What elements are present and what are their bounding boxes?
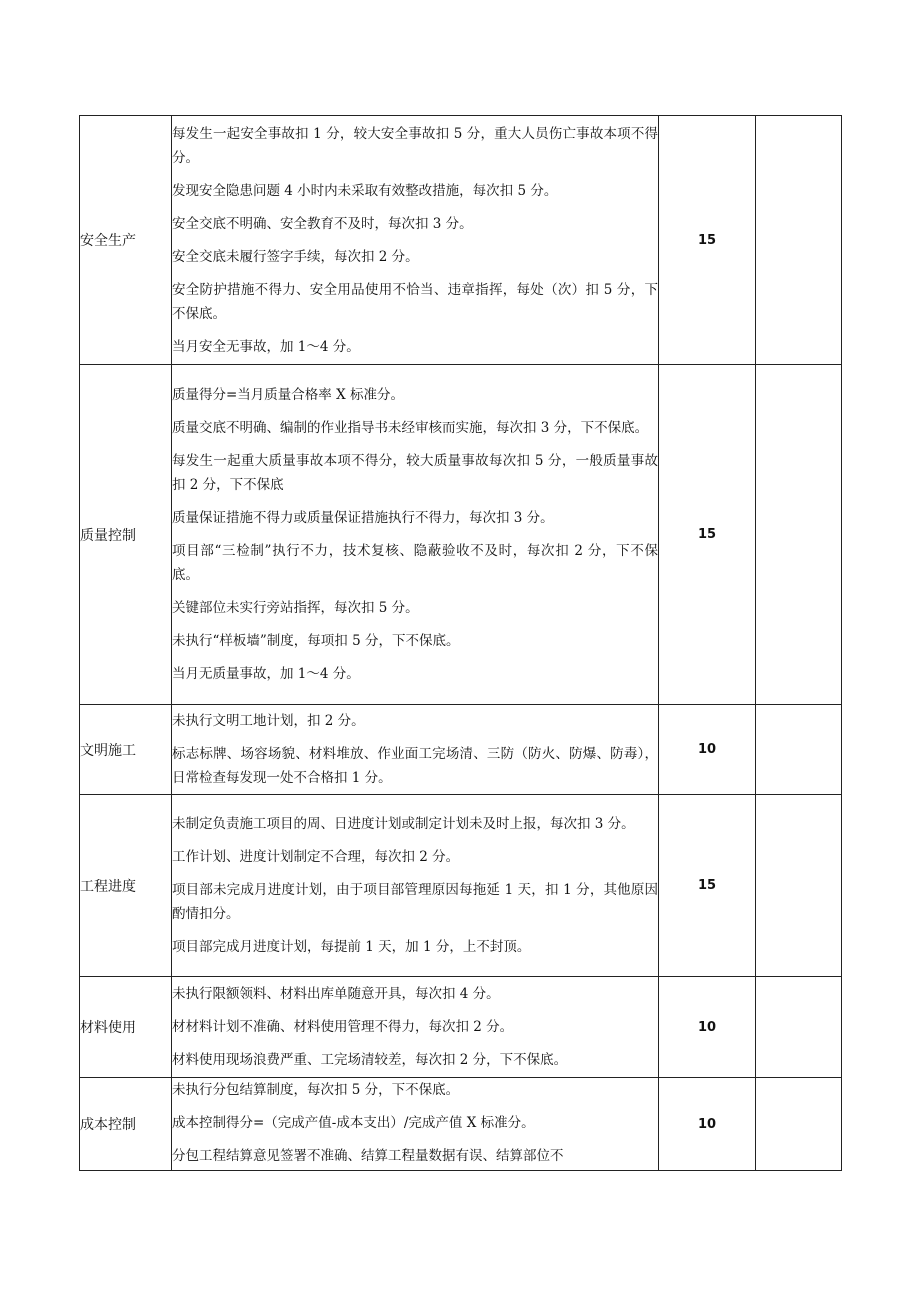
category-cell: 质量控制	[80, 365, 172, 705]
criterion-text: 未执行“样板墙”制度，每项扣 5 分，下不保底。	[172, 633, 460, 649]
empty-cell	[756, 977, 842, 1078]
category-cell: 材料使用	[80, 977, 172, 1078]
category-cell: 安全生产	[80, 116, 172, 365]
criterion-text: 未执行文明工地计划，扣 2 分。	[172, 713, 365, 729]
score-cell: 10	[659, 705, 756, 795]
criteria-cell	[172, 705, 659, 795]
score-cell: 10	[659, 977, 756, 1078]
category-cell: 文明施工	[80, 705, 172, 795]
criterion-text: 每发生一起安全事故扣 1 分，较大安全事故扣 5 分，重大人员伤亡事故本项不得分。	[172, 125, 658, 166]
criterion-text: 质量保证措施不得力或质量保证措施执行不得力，每次扣 3 分。	[172, 510, 554, 526]
empty-cell	[756, 795, 842, 977]
criterion-text: 标志标牌、场容场貌、材料堆放、作业面工完场清、三防（防火、防爆、防毒），日常检查每发现一处不合格扣 1 分。	[172, 746, 658, 786]
criterion-text: 材材料计划不准确、材料使用管理不得力，每次扣 2 分。	[172, 1019, 514, 1035]
empty-cell	[756, 116, 842, 365]
assessment-table	[79, 115, 842, 1171]
table-row	[80, 705, 842, 795]
criterion-text: 安全交底不明确、安全教育不及时，每次扣 3 分。	[172, 215, 473, 232]
criterion-text: 项目部“三检制”执行不力，技术复核、隐蔽验收不及时，每次扣 2 分，下不保底。	[172, 543, 658, 583]
criteria-cell	[172, 116, 659, 365]
criterion-text: 项目部完成月进度计划，每提前 1 天，加 1 分，上不封顶。	[172, 939, 531, 955]
table-row	[80, 1078, 842, 1171]
criterion-text: 材料使用现场浪费严重、工完场清较差，每次扣 2 分，下不保底。	[172, 1052, 568, 1068]
criterion-text: 发现安全隐患问题 4 小时内未采取有效整改措施，每次扣 5 分。	[172, 182, 558, 199]
criterion-text: 关键部位未实行旁站指挥，每次扣 5 分。	[172, 600, 419, 616]
criteria-cell	[172, 977, 659, 1078]
score-cell: 15	[659, 365, 756, 705]
table-row	[80, 116, 842, 365]
criterion-text: 未执行限额领料、材料出库单随意开具，每次扣 4 分。	[172, 986, 500, 1002]
criterion-text: 质量交底不明确、编制的作业指导书未经审核而实施，每次扣 3 分，下不保底。	[172, 420, 649, 436]
table-row	[80, 365, 842, 705]
empty-cell	[756, 1078, 842, 1171]
criterion-text: 项目部未完成月进度计划，由于项目部管理原因每拖延 1 天，扣 1 分，其他原因酌情扣分。	[172, 882, 658, 922]
table-row	[80, 795, 842, 977]
table-row	[80, 977, 842, 1078]
empty-cell	[756, 365, 842, 705]
criterion-text: 未制定负责施工项目的周、日进度计划或制定计划未及时上报，每次扣 3 分。	[172, 816, 635, 832]
score-cell: 15	[659, 795, 756, 977]
category-cell: 工程进度	[80, 795, 172, 977]
criterion-text: 成本控制得分=（完成产值-成本支出）/完成产值 X 标准分。	[172, 1115, 535, 1131]
criterion-text: 工作计划、进度计划制定不合理，每次扣 2 分。	[172, 849, 460, 865]
category-cell: 成本控制	[80, 1078, 172, 1171]
criterion-text: 当月安全无事故，加 1～4 分。	[172, 338, 360, 355]
empty-cell	[756, 705, 842, 795]
criterion-text: 未执行分包结算制度，每次扣 5 分，下不保底。	[172, 1082, 460, 1098]
criteria-cell	[172, 795, 659, 977]
criterion-text: 质量得分=当月质量合格率 X 标准分。	[172, 387, 405, 403]
criteria-cell	[172, 1078, 659, 1171]
score-cell: 15	[659, 116, 756, 365]
criterion-text: 分包工程结算意见签署不准确、结算工程量数据有误、结算部位不	[172, 1148, 564, 1164]
criterion-text: 安全交底未履行签字手续，每次扣 2 分。	[172, 248, 419, 265]
criteria-cell	[172, 365, 659, 705]
criterion-text: 安全防护措施不得力、安全用品使用不恰当、违章指挥，每处（次）扣 5 分，下不保底。	[172, 281, 658, 322]
criterion-text: 每发生一起重大质量事故本项不得分，较大质量事故每次扣 5 分，一般质量事故扣 2 分，下不保底	[172, 453, 658, 493]
score-cell: 10	[659, 1078, 756, 1171]
criterion-text: 当月无质量事故，加 1～4 分。	[172, 666, 360, 682]
